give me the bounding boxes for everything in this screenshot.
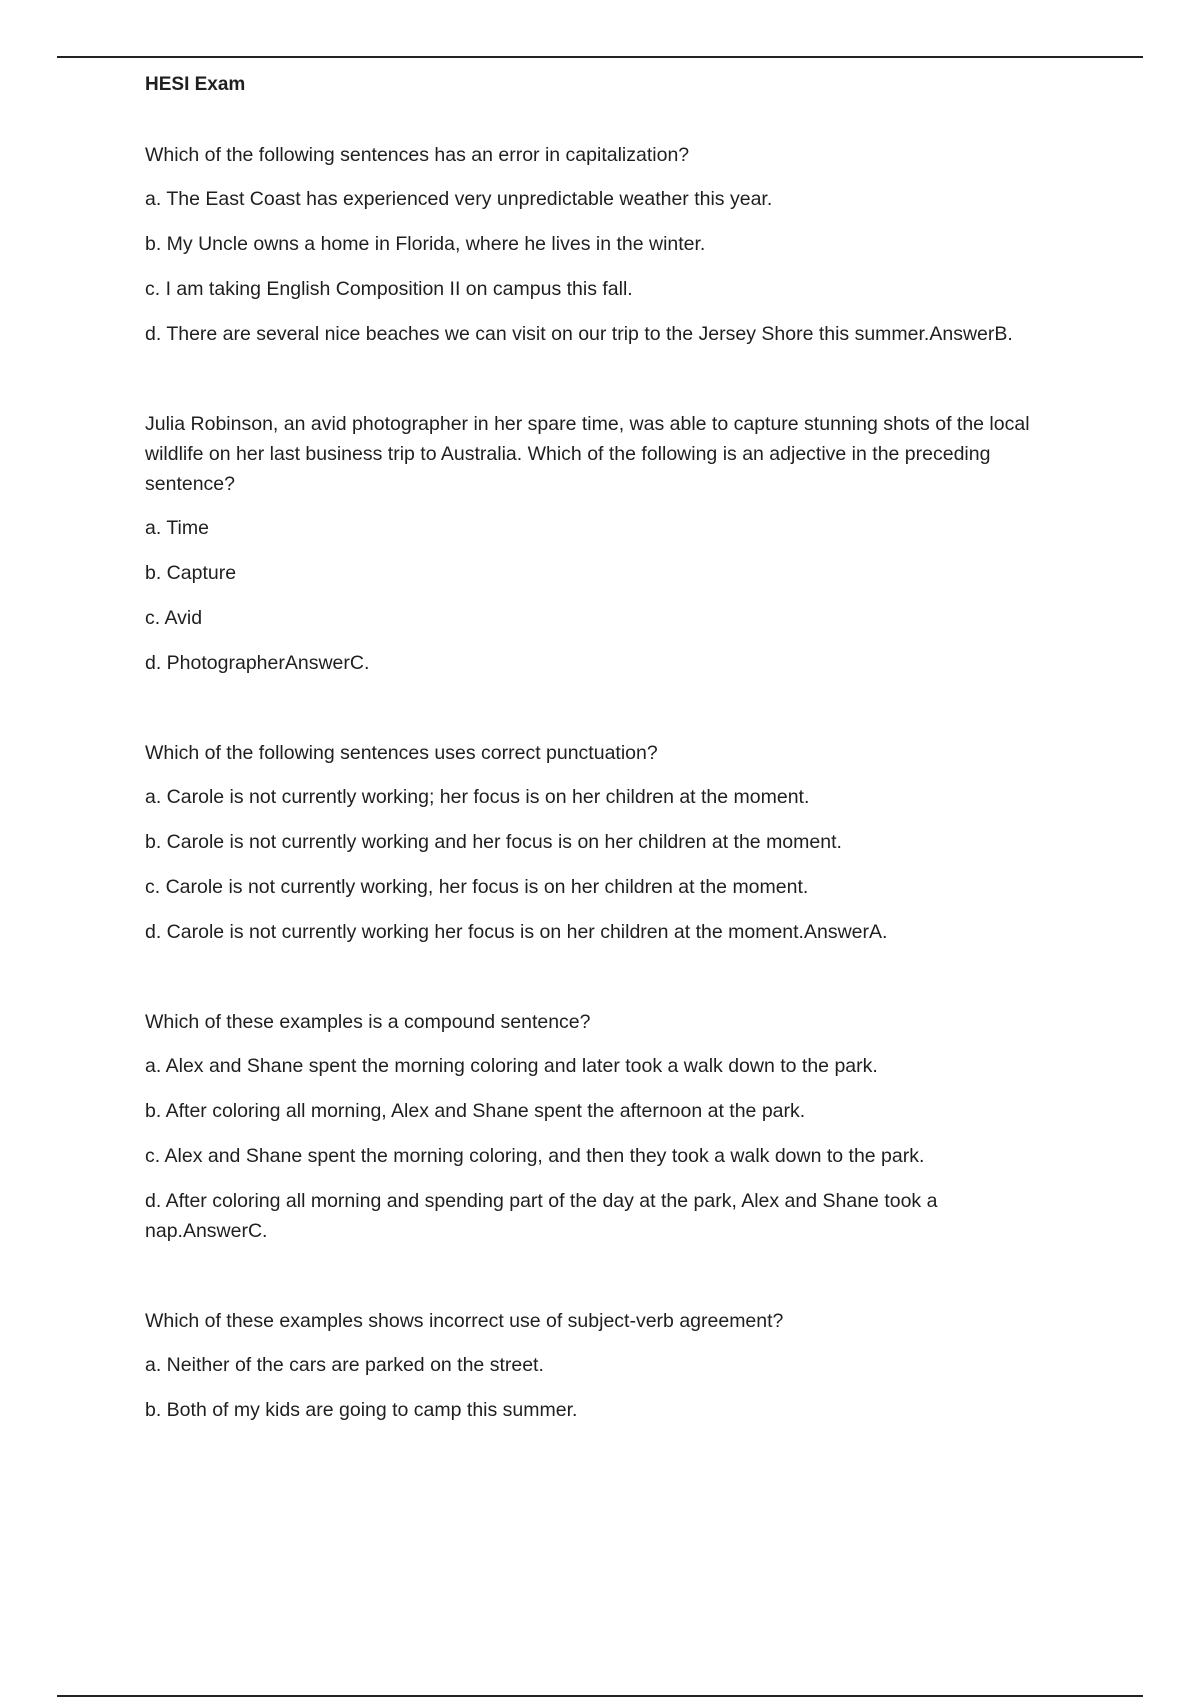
option-b: b. My Uncle owns a home in Florida, where he lives in the winter.: [145, 233, 706, 255]
option-b: b. After coloring all morning, Alex and Shane spent the afternoon at the park.: [145, 1100, 806, 1122]
question-text: Which of the following sentences has an error in capitalization?: [145, 144, 690, 166]
question-3: [145, 738, 1065, 947]
option-c: c. Alex and Shane spent the morning coloring, and then they took a walk down to the park.: [145, 1145, 925, 1167]
question-5: [145, 1306, 1065, 1425]
option-c: c. Carole is not currently working, her focus is on her children at the moment.: [145, 876, 809, 898]
document-page: [145, 72, 1065, 1440]
question-1: [145, 140, 1065, 349]
option-d: d. PhotographerAnswerC.: [145, 652, 370, 674]
document-title: HESI Exam: [145, 74, 246, 95]
option-d: d. Carole is not currently working her focus is on her children at the moment.AnswerA.: [145, 921, 888, 943]
option-d: d. There are several nice beaches we can visit on our trip to the Jersey Shore this summer.AnswerB.: [145, 323, 1013, 345]
option-a: a. Time: [145, 517, 209, 539]
option-a: a. Neither of the cars are parked on the street.: [145, 1354, 544, 1376]
option-a: a. Carole is not currently working; her focus is on her children at the moment.: [145, 786, 810, 808]
question-4: [145, 1007, 1065, 1246]
question-2: [145, 409, 1065, 678]
top-rule: [57, 56, 1143, 58]
option-a: a. Alex and Shane spent the morning coloring and later took a walk down to the park.: [145, 1055, 878, 1077]
option-d: d. After coloring all morning and spending part of the day at the park, Alex and Shane took a nap.AnswerC.: [145, 1190, 938, 1242]
option-b: b. Capture: [145, 562, 237, 584]
bottom-rule: [57, 1695, 1143, 1697]
option-c: c. Avid: [145, 607, 203, 629]
option-b: b. Both of my kids are going to camp this summer.: [145, 1399, 578, 1421]
option-a: a. The East Coast has experienced very unpredictable weather this year.: [145, 188, 773, 210]
question-text: Which of these examples shows incorrect use of subject-verb agreement?: [145, 1310, 784, 1332]
question-text: Which of these examples is a compound sentence?: [145, 1011, 591, 1033]
option-b: b. Carole is not currently working and her focus is on her children at the moment.: [145, 831, 842, 853]
question-text: Which of the following sentences uses correct punctuation?: [145, 742, 658, 764]
option-c: c. I am taking English Composition II on campus this fall.: [145, 278, 633, 300]
question-text: Julia Robinson, an avid photographer in her spare time, was able to capture stunning shots of the local wildlife on her last business trip to Australia. Which of the following is an adjective in the preceding sentence?: [145, 413, 1030, 495]
